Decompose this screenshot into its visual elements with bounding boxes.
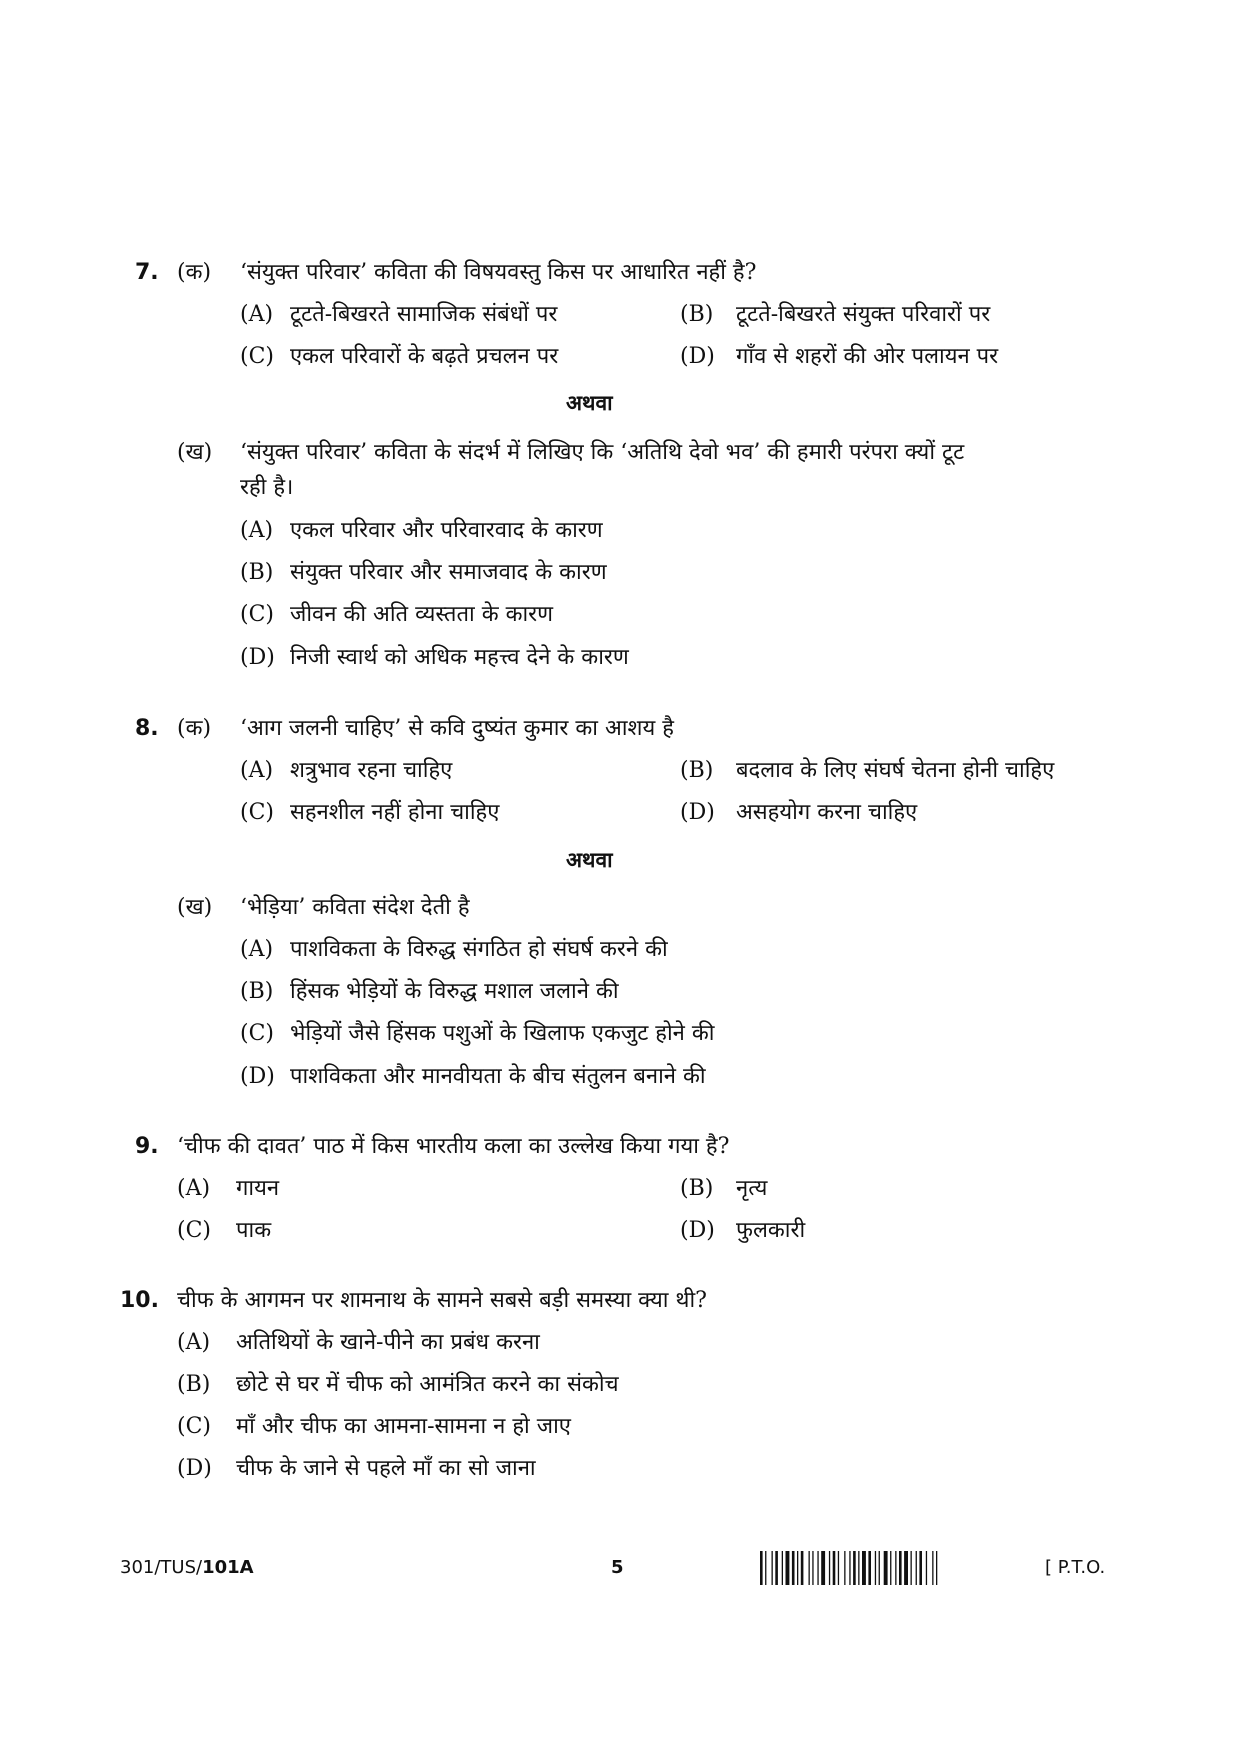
- option-label: (A): [240, 937, 274, 962]
- option-label: (D): [680, 800, 715, 825]
- question-number: 9.: [135, 1134, 159, 1159]
- option-text: अतिथियों के खाने-पीने का प्रबंध करना: [236, 1330, 540, 1355]
- option-label: (C): [177, 1414, 211, 1439]
- option-label: (B): [680, 758, 714, 783]
- option-text: पाशविकता और मानवीयता के बीच संतुलन बनाने की: [290, 1064, 706, 1089]
- option-label: (B): [240, 560, 274, 585]
- option-text: संयुक्त परिवार और समाजवाद के कारण: [290, 560, 607, 585]
- option-text: टूटते-बिखरते सामाजिक संबंधों पर: [290, 302, 558, 327]
- option-text: नृत्य: [736, 1176, 768, 1201]
- option-text: एकल परिवारों के बढ़ते प्रचलन पर: [290, 344, 559, 369]
- option-label: (B): [240, 979, 274, 1004]
- option-label: (A): [240, 758, 274, 783]
- option-label: (D): [240, 1064, 275, 1089]
- option-label: (A): [240, 302, 274, 327]
- or-divider: अथवा: [566, 847, 613, 872]
- option-label: (B): [680, 302, 714, 327]
- option-text: निजी स्वार्थ को अधिक महत्त्व देने के कारण: [290, 645, 629, 670]
- paper-code-prefix: 301/TUS/: [120, 1557, 203, 1578]
- subpart-marker: (क): [177, 260, 212, 285]
- option-text: गाँव से शहरों की ओर पलायन पर: [736, 344, 999, 369]
- option-text: छोटे से घर में चीफ को आमंत्रित करने का संकोच: [236, 1372, 619, 1397]
- question-text: ‘भेड़िया’ कविता संदेश देती है: [240, 895, 470, 920]
- option-label: (A): [177, 1330, 211, 1355]
- paper-code-bold: 101A: [202, 1557, 254, 1578]
- question-text: चीफ के आगमन पर शामनाथ के सामने सबसे बड़ी समस्या क्या थी?: [177, 1288, 707, 1313]
- page-number: 5: [611, 1557, 624, 1578]
- paper-code: [120, 1557, 254, 1578]
- question-number: 10.: [120, 1288, 159, 1313]
- option-label: (A): [240, 518, 274, 543]
- option-text: गायन: [236, 1176, 280, 1201]
- pto-label: [ P.T.O.: [1045, 1557, 1106, 1578]
- question-text: ‘चीफ की दावत’ पाठ में किस भारतीय कला का उल्लेख किया गया है?: [177, 1134, 730, 1159]
- option-text: असहयोग करना चाहिए: [736, 800, 918, 825]
- question-number: 8.: [135, 716, 159, 741]
- option-text: माँ और चीफ का आमना-सामना न हो जाए: [236, 1414, 571, 1439]
- option-text: बदलाव के लिए संघर्ष चेतना होनी चाहिए: [736, 758, 1055, 783]
- option-label: (D): [240, 645, 275, 670]
- question-text: ‘संयुक्त परिवार’ कविता के संदर्भ में लिखिए कि ‘अतिथि देवो भव’ की हमारी परंपरा क्यों टूट: [240, 440, 965, 465]
- option-label: (D): [680, 1218, 715, 1243]
- or-divider: अथवा: [566, 390, 613, 415]
- option-text: सहनशील नहीं होना चाहिए: [290, 800, 500, 825]
- option-label: (C): [240, 800, 274, 825]
- option-text: जीवन की अति व्यस्तता के कारण: [290, 602, 554, 627]
- option-text: चीफ के जाने से पहले माँ का सो जाना: [236, 1456, 536, 1481]
- option-text: भेड़ियों जैसे हिंसक पशुओं के खिलाफ एकजुट होने की: [290, 1021, 715, 1046]
- subpart-marker: (क): [177, 716, 212, 741]
- option-label: (B): [680, 1176, 714, 1201]
- subpart-marker: (ख): [177, 440, 213, 465]
- option-label: (D): [177, 1456, 212, 1481]
- option-text: पाशविकता के विरुद्ध संगठित हो संघर्ष करने की: [290, 937, 668, 962]
- option-label: (C): [240, 344, 274, 369]
- option-text: पाक: [236, 1218, 272, 1243]
- option-label: (A): [177, 1176, 211, 1201]
- question-number: 7.: [135, 260, 159, 285]
- option-text: टूटते-बिखरते संयुक्त परिवारों पर: [736, 302, 991, 327]
- option-text: फुलकारी: [736, 1218, 806, 1243]
- subpart-marker: (ख): [177, 895, 213, 920]
- option-text: शत्रुभाव रहना चाहिए: [290, 758, 453, 783]
- question-text: ‘आग जलनी चाहिए’ से कवि दुष्यंत कुमार का आशय है: [240, 716, 674, 741]
- option-label: (B): [177, 1372, 211, 1397]
- option-label: (C): [240, 1021, 274, 1046]
- option-label: (C): [240, 602, 274, 627]
- barcode-icon: [760, 1551, 1020, 1587]
- option-text: हिंसक भेड़ियों के विरुद्ध मशाल जलाने की: [290, 979, 619, 1004]
- option-label: (D): [680, 344, 715, 369]
- option-label: (C): [177, 1218, 211, 1243]
- option-text: एकल परिवार और परिवारवाद के कारण: [290, 518, 603, 543]
- question-text: ‘संयुक्त परिवार’ कविता की विषयवस्तु किस पर आधारित नहीं है?: [240, 260, 757, 285]
- question-text-continued: रही है।: [240, 475, 294, 500]
